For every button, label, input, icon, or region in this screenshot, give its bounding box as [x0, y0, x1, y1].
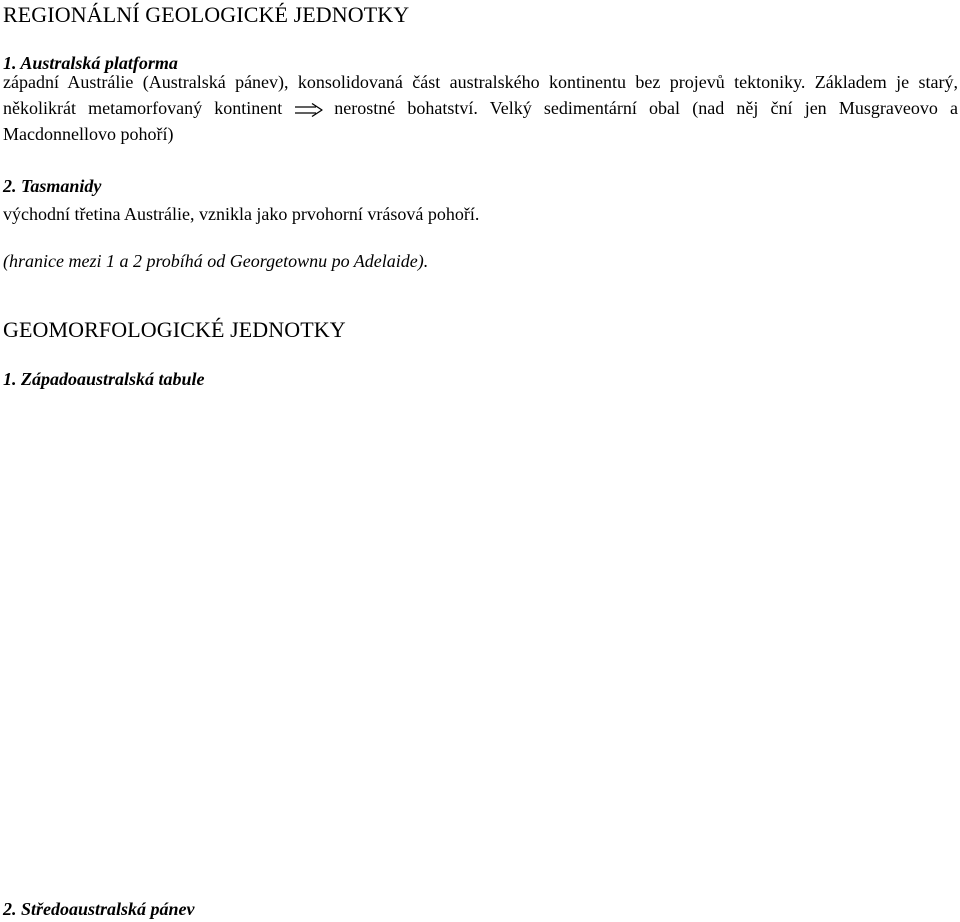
boundary-note: (hranice mezi 1 a 2 probíhá od Georgetownu po Adelaide). — [3, 251, 429, 271]
section-2-title: 2. Tasmanidy — [3, 176, 102, 196]
section-2-text: východní třetina Austrálie, vznikla jako prvohorní vrásová pohoří. — [3, 204, 480, 224]
section-1-title: 1. Australská platforma — [3, 53, 178, 73]
geomorphological-heading: GEOMORFOLOGICKÉ JEDNOTKY — [3, 317, 346, 342]
double-arrow-right-icon — [294, 102, 324, 118]
section-1-text-after-arrow: nerostné bohatství. Velký sedimentární obal (nad něj ční jen Musgraveovo a Macdonnellovo pohoří) — [3, 98, 958, 144]
unit-2-title: 2. Středoaustralská pánev — [3, 899, 195, 919]
section-1-text-before-arrow: západní Austrálie (Australská pánev), konsolidovaná část australského kontinentu bez projevů tektoniky. Základem je starý, několikrát metamorfovaný kontinent — [3, 72, 958, 118]
section-1-paragraph — [3, 69, 958, 147]
unit-1-title: 1. Západoaustralská tabule — [3, 369, 205, 389]
regional-heading: REGIONÁLNÍ GEOLOGICKÉ JEDNOTKY — [3, 2, 410, 27]
